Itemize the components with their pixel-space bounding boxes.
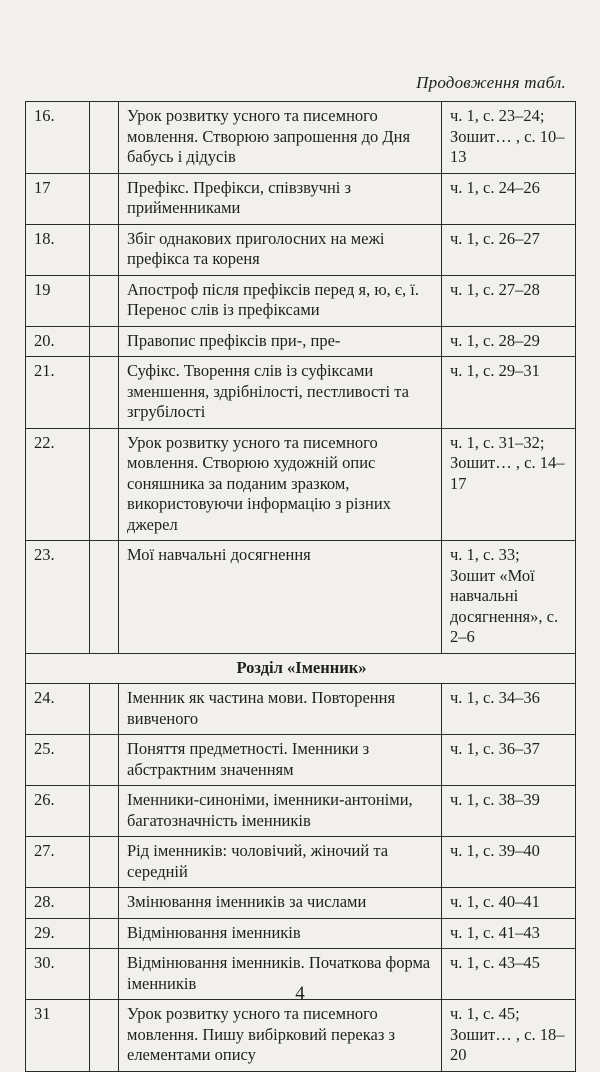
mark-cell [90,837,119,888]
lesson-topic-cell: Правопис префіксів при-, пре- [119,326,442,357]
table-row [26,102,576,174]
textbook-pages-cell: ч. 1, с. 28–29 [442,326,576,357]
lesson-number-cell: 30. [26,949,90,1000]
lesson-topic-cell: Поняття предметності. Іменники з абстрактним значенням [119,735,442,786]
textbook-pages-cell: ч. 1, с. 38–39 [442,786,576,837]
textbook-pages-cell: ч. 1, с. 40–41 [442,888,576,919]
table-row [26,326,576,357]
lesson-number-cell: 25. [26,735,90,786]
table-row [26,786,576,837]
mark-cell [90,428,119,541]
table-row [26,541,576,654]
mark-cell [90,541,119,654]
mark-cell [90,357,119,429]
table-row [26,275,576,326]
mark-cell [90,102,119,174]
lesson-number-cell: 27. [26,837,90,888]
textbook-pages-cell: ч. 1, с. 45; Зошит… , с. 18–20 [442,1000,576,1072]
lesson-number-cell: 19 [26,275,90,326]
lesson-number-cell: 20. [26,326,90,357]
textbook-pages-cell: ч. 1, с. 26–27 [442,224,576,275]
lesson-number-cell: 28. [26,888,90,919]
lesson-topic-cell: Рід іменників: чоловічий, жіночий та середній [119,837,442,888]
lesson-number-cell: 21. [26,357,90,429]
lesson-topic-cell: Збіг однакових приголосних на межі префікса та кореня [119,224,442,275]
table-continuation-caption: Продовження табл. [416,73,566,92]
lesson-topic-cell: Змінювання іменників за числами [119,888,442,919]
lesson-topic-cell: Мої навчальні досягнення [119,541,442,654]
table-row [26,735,576,786]
lesson-number-cell: 17 [26,173,90,224]
textbook-pages-cell: ч. 1, с. 33; Зошит «Мої навчальні досягнення», с. 2–6 [442,541,576,654]
mark-cell [90,326,119,357]
table-row [26,173,576,224]
textbook-pages-cell: ч. 1, с. 43–45 [442,949,576,1000]
lesson-topic-cell: Суфікс. Творення слів із суфіксами зменшення, здрібнілості, пестливості та згрубілості [119,357,442,429]
mark-cell [90,684,119,735]
lesson-topic-cell: Відмінювання іменників. Початкова форма іменників [119,949,442,1000]
table-row [26,837,576,888]
mark-cell [90,1000,119,1072]
table-row [26,357,576,429]
mark-cell [90,735,119,786]
lesson-number-cell: 16. [26,102,90,174]
table-row [26,224,576,275]
table-row [26,1000,576,1072]
textbook-pages-cell: ч. 1, с. 23–24; Зошит… , с. 10–13 [442,102,576,174]
table-row [26,888,576,919]
table-row [26,428,576,541]
lesson-number-cell: 31 [26,1000,90,1072]
table-row [26,684,576,735]
mark-cell [90,918,119,949]
textbook-pages-cell: ч. 1, с. 31–32; Зошит… , с. 14–17 [442,428,576,541]
textbook-pages-cell: ч. 1, с. 24–26 [442,173,576,224]
lesson-number-cell: 26. [26,786,90,837]
section-row [26,653,576,684]
mark-cell [90,888,119,919]
lesson-topic-cell: Префікс. Префікси, співзвучні з прийменниками [119,173,442,224]
lesson-topic-cell: Іменники-синоніми, іменники-антоніми, багатозначність іменників [119,786,442,837]
lesson-topic-cell: Урок розвитку усного та писемного мовлення. Створюю запрошення до Дня бабусь і дідусів [119,102,442,174]
lesson-topic-cell: Іменник як частина мови. Повторення вивченого [119,684,442,735]
textbook-pages-cell: ч. 1, с. 36–37 [442,735,576,786]
textbook-pages-cell: ч. 1, с. 29–31 [442,357,576,429]
page-number: 4 [295,983,305,1004]
textbook-pages-cell: ч. 1, с. 39–40 [442,837,576,888]
lesson-topic-cell: Апостроф після префіксів перед я, ю, є, ї. Перенос слів із префіксами [119,275,442,326]
lesson-topic-cell: Відмінювання іменників [119,918,442,949]
table-row [26,918,576,949]
section-title: Розділ «Іменник» [26,653,576,684]
mark-cell [90,224,119,275]
lesson-number-cell: 29. [26,918,90,949]
textbook-pages-cell: ч. 1, с. 41–43 [442,918,576,949]
textbook-pages-cell: ч. 1, с. 34–36 [442,684,576,735]
lesson-number-cell: 22. [26,428,90,541]
mark-cell [90,275,119,326]
textbook-pages-cell: ч. 1, с. 27–28 [442,275,576,326]
mark-cell [90,786,119,837]
lesson-topic-cell: Урок розвитку усного та писемного мовлення. Пишу вибірковий переказ з елементами опису [119,1000,442,1072]
lesson-plan-table [25,101,576,1072]
lesson-number-cell: 18. [26,224,90,275]
lesson-number-cell: 23. [26,541,90,654]
mark-cell [90,173,119,224]
lesson-topic-cell: Урок розвитку усного та писемного мовлення. Створюю художній опис соняшника за поданим зразком, використовуючи інформацію з різних джерел [119,428,442,541]
lesson-number-cell: 24. [26,684,90,735]
